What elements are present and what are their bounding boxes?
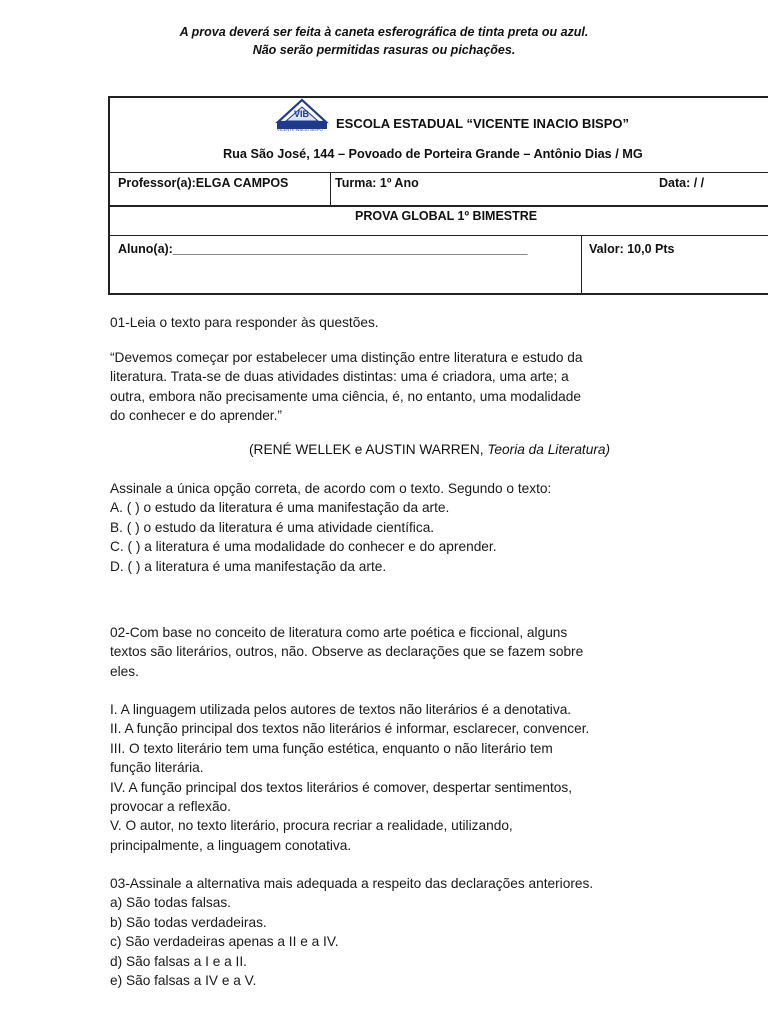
option-b[interactable]: b) São todas verdadeiras. [110,914,267,930]
option-a[interactable]: A. ( ) o estudo da literatura é uma manifestação da arte. [110,500,450,516]
option-a[interactable]: a) São todas falsas. [110,895,231,911]
option-c[interactable]: C. ( ) a literatura é uma modalidade do conhecer e do aprender. [110,539,497,555]
quote-line: “Devemos começar por estabelecer uma distinção entre literatura e estudo da [110,350,583,365]
citation-authors: (RENÉ WELLEK e AUSTIN WARREN, [249,442,484,457]
option-b[interactable]: B. ( ) o estudo da literatura é uma atividade científica. [110,519,435,535]
quote-line: literatura. Trata-se de duas atividades distintas: uma é criadora, uma arte; a [110,369,569,385]
question-1-intro: 01-Leia o texto para responder às questões. [110,315,379,330]
statement-v: V. O autor, no texto literário, procura recriar a realidade, utilizando, [110,818,513,834]
statement-ii: II. A função principal dos textos não literários é informar, esclarecer, convencer. [110,721,590,737]
school-logo-caption: VICENTE INÁCIO BISPO [277,127,323,132]
student-name-field[interactable]: Aluno(a):___________________________________________________ [118,242,528,256]
quote-citation [249,442,610,457]
score-value: Valor: 10,0 Pts [589,242,675,256]
option-d[interactable]: D. ( ) a literatura é uma manifestação da arte. [110,558,387,574]
question-1-prompt: Assinale a única opção correta, de acordo com o texto. Segundo o texto: [110,481,552,496]
option-e[interactable]: e) São falsas a IV e a V. [110,973,257,989]
intro-line: eles. [110,663,139,679]
intro-line: textos são literários, outros, não. Observe as declarações que se fazem sobre [110,644,584,660]
school-header-box [108,96,768,207]
exam-title: PROVA GLOBAL 1º BIMESTRE [355,209,538,223]
question-3 [110,874,760,990]
question-2-intro [110,623,760,681]
question-1-quote [110,348,760,426]
date-field: Data: / / [659,176,705,190]
statement-iii: III. O texto literário tem uma função estética, enquanto o não literário tem [110,740,553,756]
question-3-intro: 03-Assinale a alternativa mais adequada a respeito das declarações anteriores. [110,876,594,891]
instruction-line-2: Não serão permitidas rasuras ou pichações. [252,43,516,57]
statement-iv-cont: provocar a reflexão. [110,799,231,815]
school-logo [274,98,330,134]
option-d[interactable]: d) São falsas a I e a II. [110,953,247,969]
turma-label: Turma: 1º Ano [335,176,419,190]
statement-iii-cont: função literária. [110,760,204,776]
statement-i: I. A linguagem utilizada pelos autores de textos não literários é a denotativa. [110,702,572,717]
professor-label: Professor(a):ELGA CAMPOS [118,176,289,190]
quote-line: outra, embora não precisamente uma ciência, é, no entanto, uma modalidade [110,388,581,404]
student-info-box [108,205,768,295]
school-name: ESCOLA ESTADUAL “VICENTE INACIO BISPO” [336,116,630,131]
school-address: Rua São José, 144 – Povoado de Porteira Grande – Antônio Dias / MG [223,147,643,161]
citation-book-title: Teoria da Literatura) [487,442,611,457]
quote-line: do conhecer e do aprender.” [110,408,282,424]
school-logo-text: VIB [294,109,310,119]
intro-line: 02-Com base no conceito de literatura como arte poética e ficcional, alguns [110,625,568,640]
statement-v-cont: principalmente, a linguagem conotativa. [110,837,352,853]
option-c[interactable]: c) São verdadeiras apenas a II e a IV. [110,934,339,950]
question-2-statements [110,700,760,855]
instruction-line-1: A prova deverá ser feita à caneta esferográfica de tinta preta ou azul. [179,25,589,39]
statement-iv: IV. A função principal dos textos literários é comover, despertar sentimentos, [110,779,573,795]
question-1-options [110,479,760,576]
